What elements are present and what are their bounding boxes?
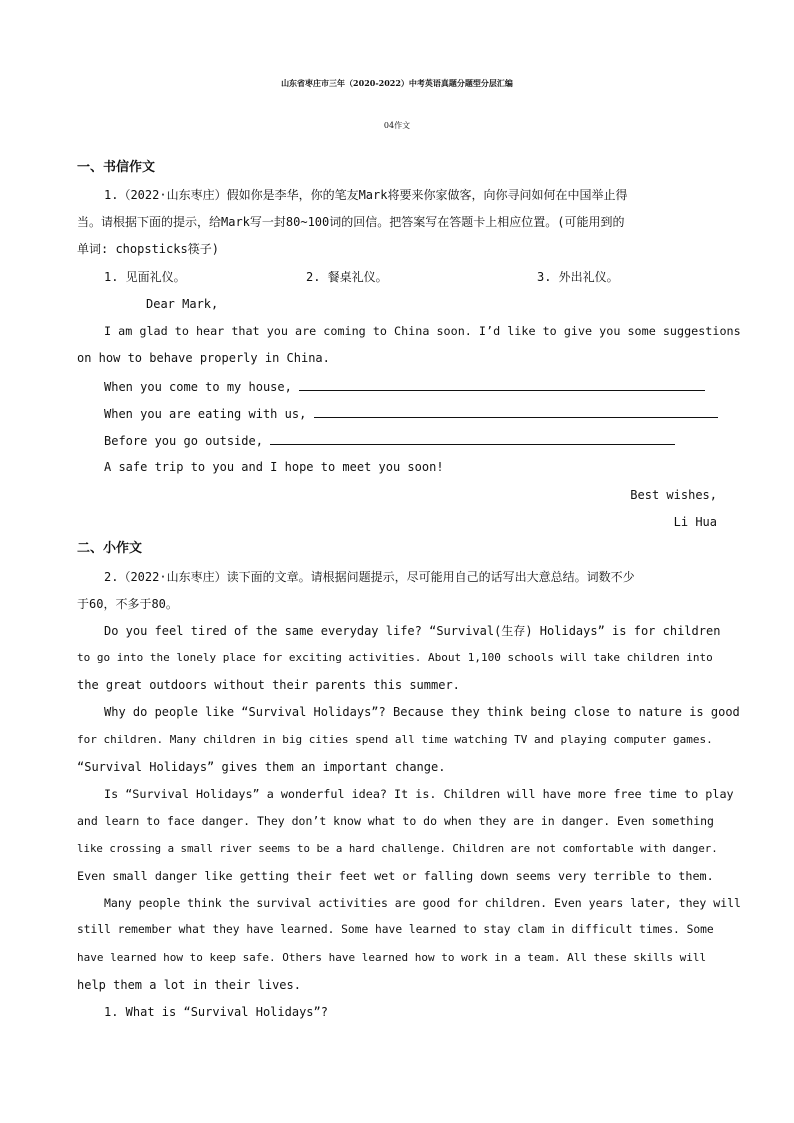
section1-question-line: 当。请根据下面的提示，给Mark写一封80~100词的回信。把答案写在答题卡上相应位置。(可能用到的 [77,215,625,229]
section2-heading: 二、小作文 [77,541,143,556]
answer-blank[interactable] [270,432,675,445]
passage-line: have learned how to keep safe. Others have learned how to work in a team. All these skills will [77,951,707,964]
passage-line: Is “Survival Holidays” a wonderful idea? It is. Children will have more free time to play [104,787,734,801]
question-item: 1. What is “Survival Holidays”? [104,1005,328,1019]
section1-question-line: 1.（2022·山东枣庄）假如你是李华，你的笔友Mark将要来你家做客，向你寻问如何在中国举止得 [104,188,628,202]
passage-line: Why do people like “Survival Holidays”? Because they think being close to nature is good [104,705,740,719]
section2-question-line: 于60，不多于80。 [77,597,178,611]
letter-signature: Li Hua [673,515,717,529]
passage-line: help them a lot in their lives. [77,978,301,992]
section1-heading: 一、书信作文 [77,160,156,175]
section1-question-line: 单词: chopsticks筷子) [77,242,219,256]
passage-line: Many people think the survival activities are good for children. Even years later, they will [104,896,741,910]
letter-prompt-2 [104,405,718,422]
letter-signoff: Best wishes, [630,488,717,502]
passage-line: still remember what they have learned. Some have learned to stay clam in difficult times. Some [77,923,714,936]
prompt-text: When you are eating with us, [104,407,307,421]
prompt-text: When you come to my house, [104,380,292,394]
passage-line: for children. Many children in big cities spend all time watching TV and playing computer games. [77,733,713,746]
hint-item: 2. 餐桌礼仪。 [306,270,388,284]
document-title: 山东省枣庄市三年（2020-2022）中考英语真题分题型分层汇编 [281,78,513,88]
document-subtitle: 04作文 [383,121,411,130]
hint-item: 3. 外出礼仪。 [537,270,619,284]
letter-closing-line: A safe trip to you and I hope to meet you soon! [104,460,444,474]
letter-prompt-3 [104,432,675,449]
prompt-text: Before you go outside, [104,434,263,448]
answer-blank[interactable] [299,378,705,391]
passage-line: Do you feel tired of the same everyday life? “Survival(生存) Holidays” is for children [104,624,721,638]
passage-line: and learn to face danger. They don’t know what to do when they are in danger. Even something [77,814,714,828]
passage-line: to go into the lonely place for exciting activities. About 1,100 schools will take children into [77,651,713,664]
answer-blank[interactable] [314,405,718,418]
passage-line: “Survival Holidays” gives them an important change. [77,760,446,774]
hint-item: 1. 见面礼仪。 [104,270,186,284]
passage-line: the great outdoors without their parents this summer. [77,678,460,692]
section2-question-line: 2.（2022·山东枣庄）读下面的文章。请根据问题提示，尽可能用自己的话写出大意总结。词数不少 [104,570,635,584]
passage-line: like crossing a small river seems to be a hard challenge. Children are not comfortable with danger. [77,842,718,855]
letter-body-line: on how to behave properly in China. [77,351,330,365]
letter-salutation: Dear Mark, [146,297,219,311]
letter-body-line: I am glad to hear that you are coming to China soon. I’d like to give you some suggestions [104,324,741,338]
passage-line: Even small danger like getting their feet wet or falling down seems very terrible to them. [77,869,714,883]
letter-prompt-1 [104,378,705,395]
